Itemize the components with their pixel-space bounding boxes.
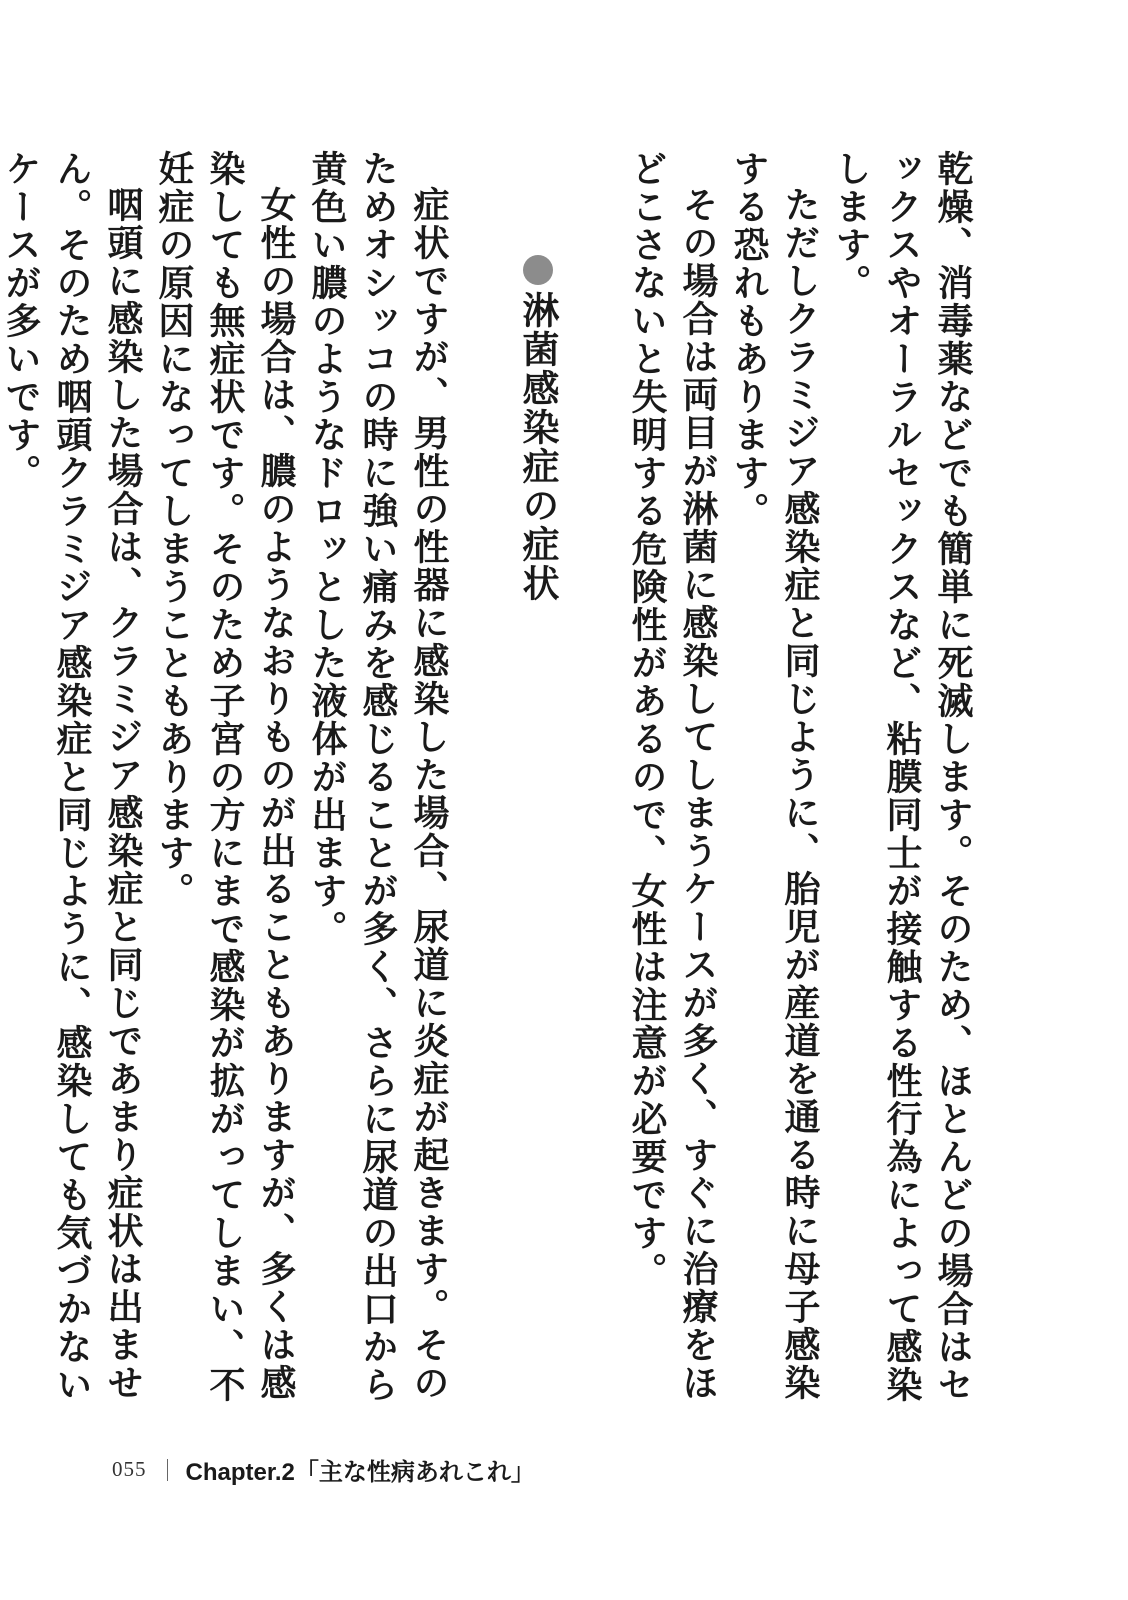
spacer: [454, 150, 512, 1420]
bullet-circle-icon: [523, 255, 553, 285]
section-heading: [512, 150, 563, 1420]
paragraph: 咽頭に感染した場合は、クラミジア感染症と同じであまり症状は出ません。そのため咽頭クラミジア感染症と同じように、感染しても気づかないケースが多いです。: [0, 150, 143, 1404]
paragraph: 乾燥、消毒薬などでも簡単に死滅します。そのため、ほとんどの場合はセックスやオーラルセックスなど、粘膜同士が接触する性行為によって感染します。: [830, 150, 973, 1404]
chapter-label: Chapter.2「主な性病あれこれ」: [185, 1459, 535, 1486]
paragraph: 症状ですが、男性の性器に感染した場合、尿道に炎症が起きます。そのためオシッコの時に強い痛みを感じることが多く、さらに尿道の出口から黄色い膿のようなドロッとした液体が出ます。: [306, 150, 449, 1404]
paragraph: その場合は両目が淋菌に感染してしまうケースが多く、すぐに治療をほどこさないと失明する危険性があるので、女性は注意が必要です。: [626, 150, 718, 1402]
section-heading-text: 淋菌感染症の症状: [516, 291, 559, 603]
paragraph: ただしクラミジア感染症と同じように、胎児が産道を通る時に母子感染する恐れもあります。: [728, 150, 820, 1402]
page-number: 055: [112, 1457, 147, 1481]
paragraph: 女性の場合は、膿のようなおりものが出ることもありますが、多くは感染しても無症状です。そのため子宮の方にまで感染が拡がってしまい、不妊症の原因になってしまうこともあります。: [153, 150, 296, 1404]
spacer: [563, 150, 621, 1420]
footer-divider: [167, 1459, 168, 1481]
page-footer: [112, 1452, 535, 1487]
vertical-text-body: [0, 150, 978, 1420]
